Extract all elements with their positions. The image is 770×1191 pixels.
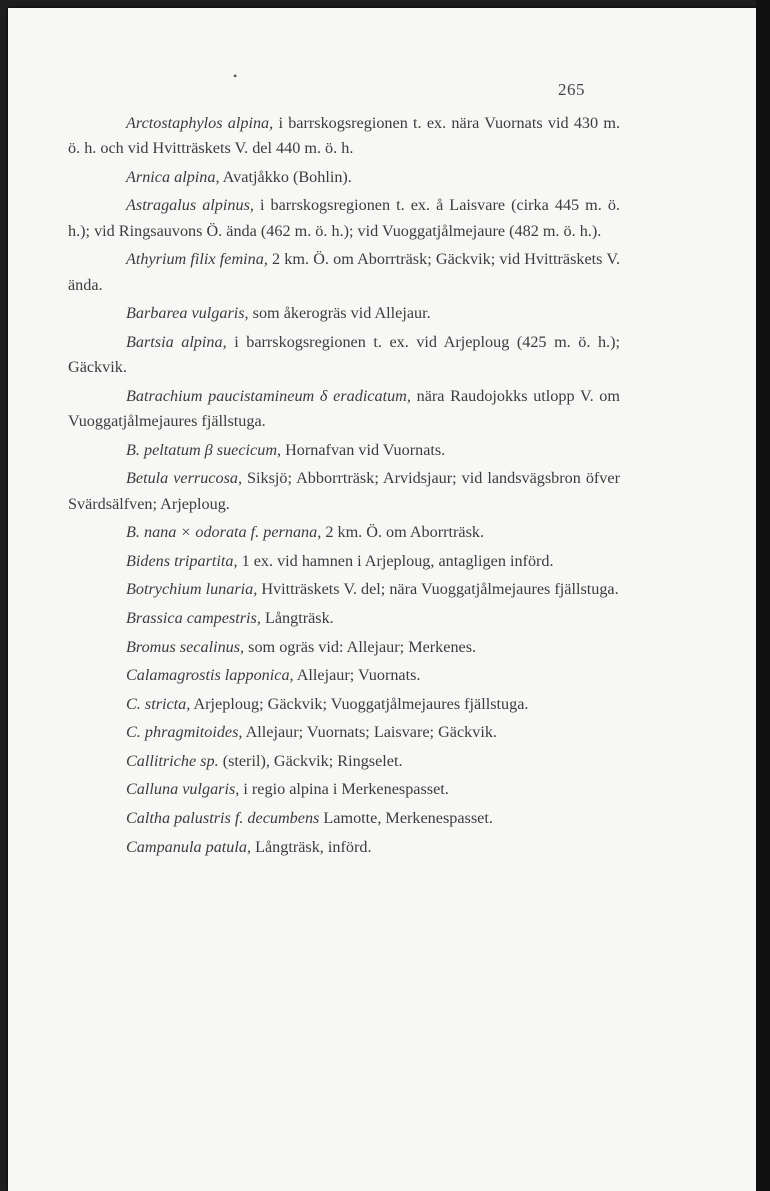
species-entry	[68, 635, 620, 660]
taxon-name: C. phragmitoides,	[126, 723, 243, 742]
locality-text: som ogräs vid: Allejaur; Merkenes.	[244, 637, 477, 656]
species-entry	[68, 384, 620, 435]
locality-text: i barrskogsregionen t. ex. nära Vuornats vid 430 m. ö. h. och vid Hvitträskets V. del 440 m. ö. h.	[68, 114, 620, 158]
locality-text: (steril), Gäckvik; Ringselet.	[218, 751, 403, 770]
species-entry	[68, 777, 620, 802]
species-entry	[68, 692, 620, 717]
locality-text: Allejaur; Vuornats.	[293, 666, 421, 685]
scan-border	[756, 0, 770, 1191]
locality-text: i barrskogsregionen t. ex. å Laisvare (cirka 445 m. ö. h.); vid Ringsauvons Ö. ända (462 m. ö. h.); vid Vuoggatjålmejaure (482 m. ö. h.).	[68, 196, 620, 240]
locality-text: Långträsk, införd.	[251, 837, 372, 856]
species-entry	[68, 835, 620, 860]
taxon-name: Campanula patula,	[126, 837, 252, 856]
taxon-name: C. stricta,	[126, 694, 191, 713]
species-entry	[68, 520, 620, 545]
species-entry	[68, 606, 620, 631]
taxon-name: B. peltatum β suecicum,	[126, 440, 282, 459]
taxon-name: Batrachium paucistamineum δ eradicatum,	[126, 386, 411, 405]
taxon-name: Brassica campestris,	[126, 608, 261, 627]
species-entry	[68, 466, 620, 517]
species-entry	[68, 330, 620, 381]
locality-text: Hornafvan vid Vuornats.	[281, 440, 446, 459]
taxon-name: Calamagrostis lapponica,	[126, 666, 294, 685]
species-entry	[68, 549, 620, 574]
taxon-name: Bromus secalinus,	[126, 637, 245, 656]
species-entry	[68, 663, 620, 688]
scan-speck: •	[233, 69, 238, 83]
locality-text: nära Raudojokks utlopp V. om Vuoggatjålmejaures fjällstuga.	[68, 386, 620, 431]
locality-text: Avatjåkko (Bohlin).	[219, 167, 352, 186]
locality-text: Lamotte, Merkenespasset.	[319, 809, 493, 828]
taxon-name: Arnica alpina,	[126, 167, 220, 186]
species-entry	[68, 438, 620, 463]
taxon-name: Athyrium filix femina,	[126, 250, 268, 269]
taxon-name: B. nana × odorata f. pernana,	[126, 523, 322, 542]
species-entry	[68, 577, 620, 602]
locality-text: Hvitträskets V. del; nära Vuoggatjålmejaures fjällstuga.	[257, 580, 619, 599]
taxon-name: Calluna vulgaris,	[126, 780, 240, 799]
species-entry	[68, 720, 620, 745]
taxon-name: Bartsia alpina,	[126, 332, 227, 351]
taxon-name: Barbarea vulgaris,	[126, 304, 249, 323]
locality-text: Arjeploug; Gäckvik; Vuoggatjålmejaures fjällstuga.	[190, 694, 529, 713]
taxon-name: Bidens tripartita,	[126, 551, 238, 570]
taxon-name: Arctostaphylos alpina,	[126, 114, 274, 132]
page-number: 265	[558, 80, 585, 99]
taxon-name: Callitriche sp.	[126, 751, 219, 770]
locality-text: Långträsk.	[260, 608, 334, 627]
locality-text: Allejaur; Vuornats; Laisvare; Gäckvik.	[242, 723, 497, 742]
species-entry	[68, 301, 620, 326]
species-entry	[68, 165, 620, 190]
species-entry	[68, 247, 620, 298]
locality-text: i barrskogsregionen t. ex. vid Arjeploug (425 m. ö. h.); Gäckvik.	[68, 332, 620, 377]
locality-text: som åkerogräs vid Allejaur.	[248, 304, 431, 323]
locality-text: i regio alpina i Merkenespasset.	[239, 780, 449, 799]
species-entry	[68, 749, 620, 774]
locality-text: 2 km. Ö. om Aborrträsk.	[321, 523, 485, 542]
species-list	[68, 111, 620, 863]
locality-text: 2 km. Ö. om Aborrträsk; Gäckvik; vid Hvitträskets V. ända.	[68, 250, 620, 294]
locality-text: Siksjö; Abborrträsk; Arvidsjaur; vid landsvägsbron öfver Svärdsälfven; Arjeploug.	[68, 469, 620, 513]
taxon-name: Caltha palustris f. decumbens	[126, 809, 320, 828]
book-page	[8, 8, 756, 1191]
species-entry	[68, 806, 620, 831]
locality-text: 1 ex. vid hamnen i Arjeploug, antagligen införd.	[237, 551, 554, 570]
taxon-name: Betula verrucosa,	[126, 469, 243, 488]
species-entry	[68, 111, 620, 162]
species-entry	[68, 193, 620, 244]
taxon-name: Botrychium lunaria,	[126, 580, 258, 599]
taxon-name: Astragalus alpinus,	[126, 196, 254, 215]
